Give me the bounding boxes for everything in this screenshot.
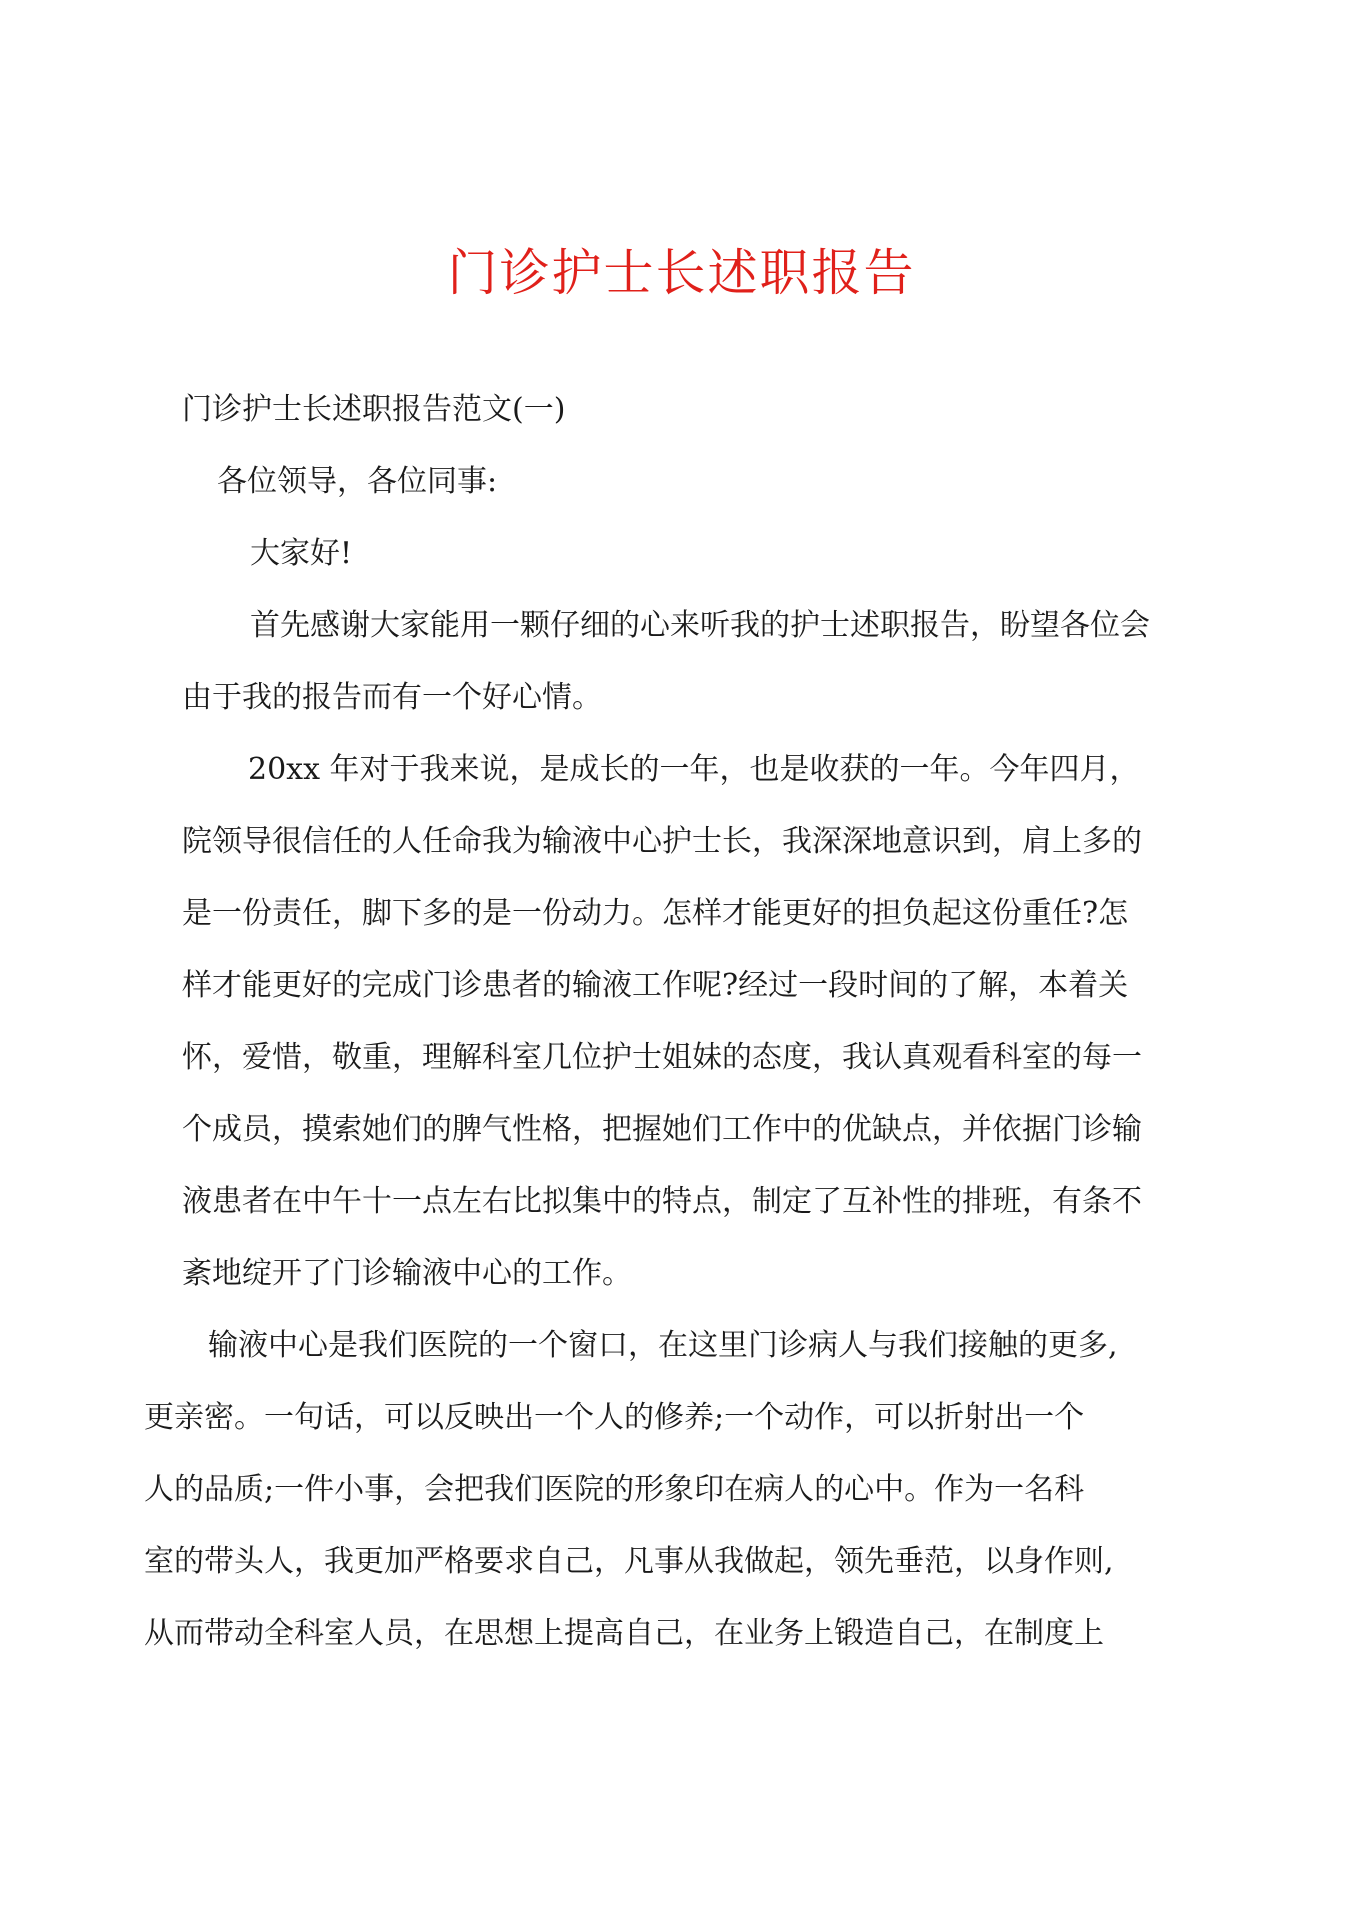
paragraph-line: 样才能更好的完成门诊患者的输液工作呢?经过一段时间的了解，本着关 bbox=[182, 968, 1129, 1003]
salutation-line: 各位领导，各位同事: bbox=[217, 464, 498, 499]
paragraph-line: 室的带头人，我更加严格要求自己，凡事从我做起，领先垂范，以身作则, bbox=[144, 1544, 1114, 1579]
paragraph-line: 从而带动全科室人员，在思想上提高自己，在业务上锻造自己，在制度上 bbox=[144, 1616, 1104, 1651]
greeting-line: 大家好! bbox=[250, 536, 353, 571]
subtitle-line: 门诊护士长述职报告范文(一) bbox=[182, 392, 566, 427]
paragraph-line: 紊地绽开了门诊输液中心的工作。 bbox=[182, 1256, 632, 1291]
paragraph-line: 20xx 年对于我来说，是成长的一年，也是收获的一年。今年四月， bbox=[248, 752, 1140, 787]
paragraph-line: 是一份责任，脚下多的是一份动力。怎样才能更好的担负起这份重任?怎 bbox=[182, 896, 1129, 931]
paragraph-line: 首先感谢大家能用一颗仔细的心来听我的护士述职报告，盼望各位会 bbox=[250, 608, 1150, 643]
paragraph-line: 由于我的报告而有一个好心情。 bbox=[182, 680, 602, 715]
paragraph-line: 输液中心是我们医院的一个窗口，在这里门诊病人与我们接触的更多, bbox=[208, 1328, 1118, 1363]
paragraph-line: 人的品质;一件小事，会把我们医院的形象印在病人的心中。作为一名科 bbox=[144, 1472, 1085, 1507]
paragraph-line: 液患者在中午十一点左右比拟集中的特点，制定了互补性的排班，有条不 bbox=[182, 1184, 1142, 1219]
paragraph-line: 院领导很信任的人任命我为输液中心护士长，我深深地意识到，肩上多的 bbox=[182, 824, 1142, 859]
document-title: 门诊护士长述职报告 bbox=[447, 244, 916, 302]
paragraph-line: 更亲密。一句话，可以反映出一个人的修养;一个动作，可以折射出一个 bbox=[144, 1400, 1085, 1435]
paragraph-line: 个成员，摸索她们的脾气性格，把握她们工作中的优缺点，并依据门诊输 bbox=[182, 1112, 1142, 1147]
paragraph-line: 怀，爱惜，敬重，理解科室几位护士姐妹的态度，我认真观看科室的每一 bbox=[182, 1040, 1142, 1075]
